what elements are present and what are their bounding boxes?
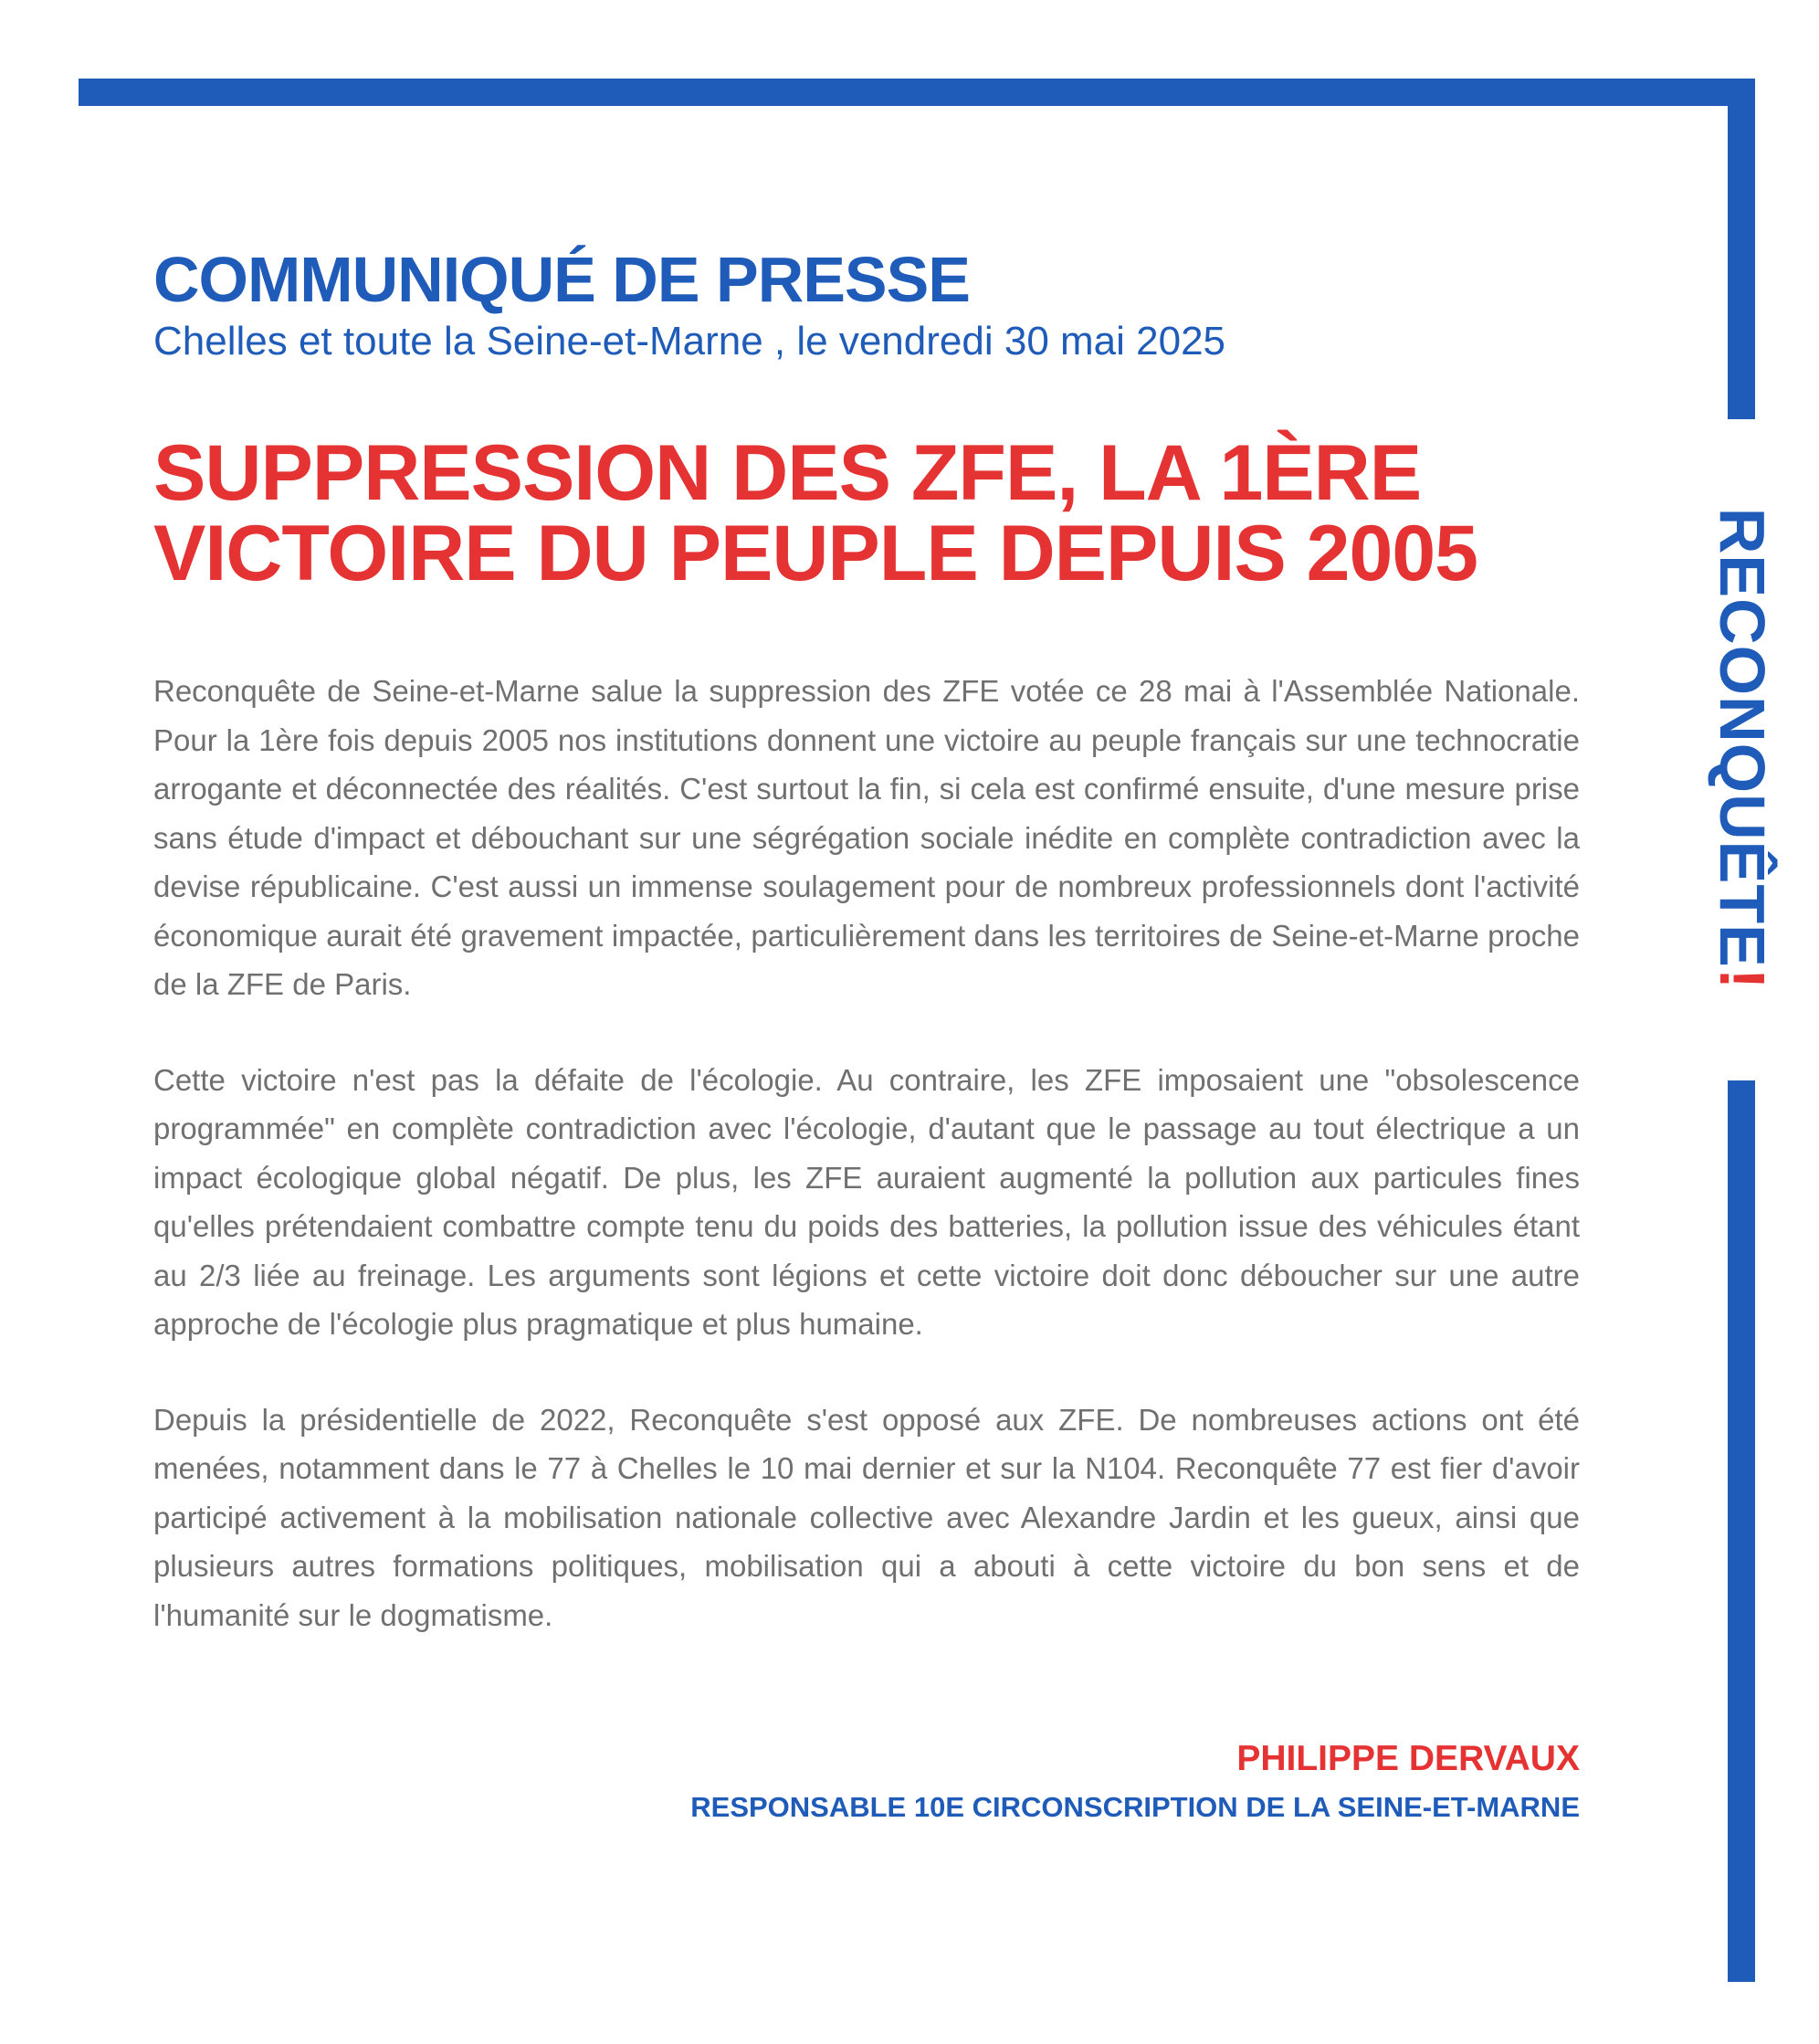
headline-line-1: SUPPRESSION DES ZFE, LA 1ÈRE <box>153 429 1422 517</box>
logo-exclamation: ! <box>1707 967 1778 991</box>
press-release-content <box>153 243 1580 1686</box>
reconquete-logo <box>1707 507 1778 991</box>
document-kicker: COMMUNIQUÉ DE PRESSE <box>153 244 970 315</box>
frame-right-bar-upper <box>1728 79 1755 419</box>
paragraph-2: Cette victoire n'est pas la défaite de l'écologie. Au contraire, les ZFE imposaient une "obsolescence programmée" en complète contradiction avec l'écologie, d'autant que le passage au tout électrique a un impact écologique global négatif. De plus, les ZFE auraient augmenté la pollution aux particules fines qu'elles prétendaient combattre compte tenu du poids des batteries, la pollution issue des véhicules étant au 2/3 liée au freinage. Les arguments sont légions et cette victoire doit donc déboucher sur une autre approche de l'écologie plus pragmatique et plus humaine. <box>153 1062 1580 1341</box>
paragraph-3: Depuis la présidentielle de 2022, Reconquête s'est opposé aux ZFE. De nombreuses actions ont été menées, notamment dans le 77 à Chelles le 10 mai dernier et sur la N104. Reconquête 77 est fier d'avoir participé activement à la mobilisation nationale collective avec Alexandre Jardin et les gueux, ainsi que plusieurs autres formations politiques, mobilisation qui a abouti à cette victoire du bon sens et de l'humanité sur le dogmatisme. <box>153 1402 1580 1632</box>
signatory-role: RESPONSABLE 10E CIRCONSCRIPTION DE LA SEINE-ET-MARNE <box>690 1791 1580 1823</box>
frame-right-bar-lower <box>1728 1080 1755 1982</box>
dateline: Chelles et toute la Seine-et-Marne , le vendredi 30 mai 2025 <box>153 319 1226 363</box>
signature-block <box>153 1733 1580 1830</box>
headline <box>153 429 1580 597</box>
frame-top-bar <box>79 79 1755 106</box>
body-text <box>153 667 1580 1639</box>
signatory-name: PHILIPPE DERVAUX <box>1236 1739 1580 1778</box>
paragraph-1: Reconquête de Seine-et-Marne salue la suppression des ZFE votée ce 28 mai à l'Assemblée Nationale. Pour la 1ère fois depuis 2005 nos institutions donnent une victoire au peuple français sur une technocratie arrogante et déconnectée des réalités. C'est surtout la fin, si cela est confirmé ensuite, d'une mesure prise sans étude d'impact et débouchant sur une ségrégation sociale inédite en complète contradiction avec la devise républicaine. C'est aussi un immense soulagement pour de nombreux professionnels dont l'activité économique aurait été gravement impactée, particulièrement dans les territoires de Seine-et-Marne proche de la ZFE de Paris. <box>153 674 1580 1001</box>
headline-line-2: VICTOIRE DU PEUPLE DEPUIS 2005 <box>153 510 1477 597</box>
logo-wordmark: RECONQUÊTE <box>1707 507 1778 968</box>
